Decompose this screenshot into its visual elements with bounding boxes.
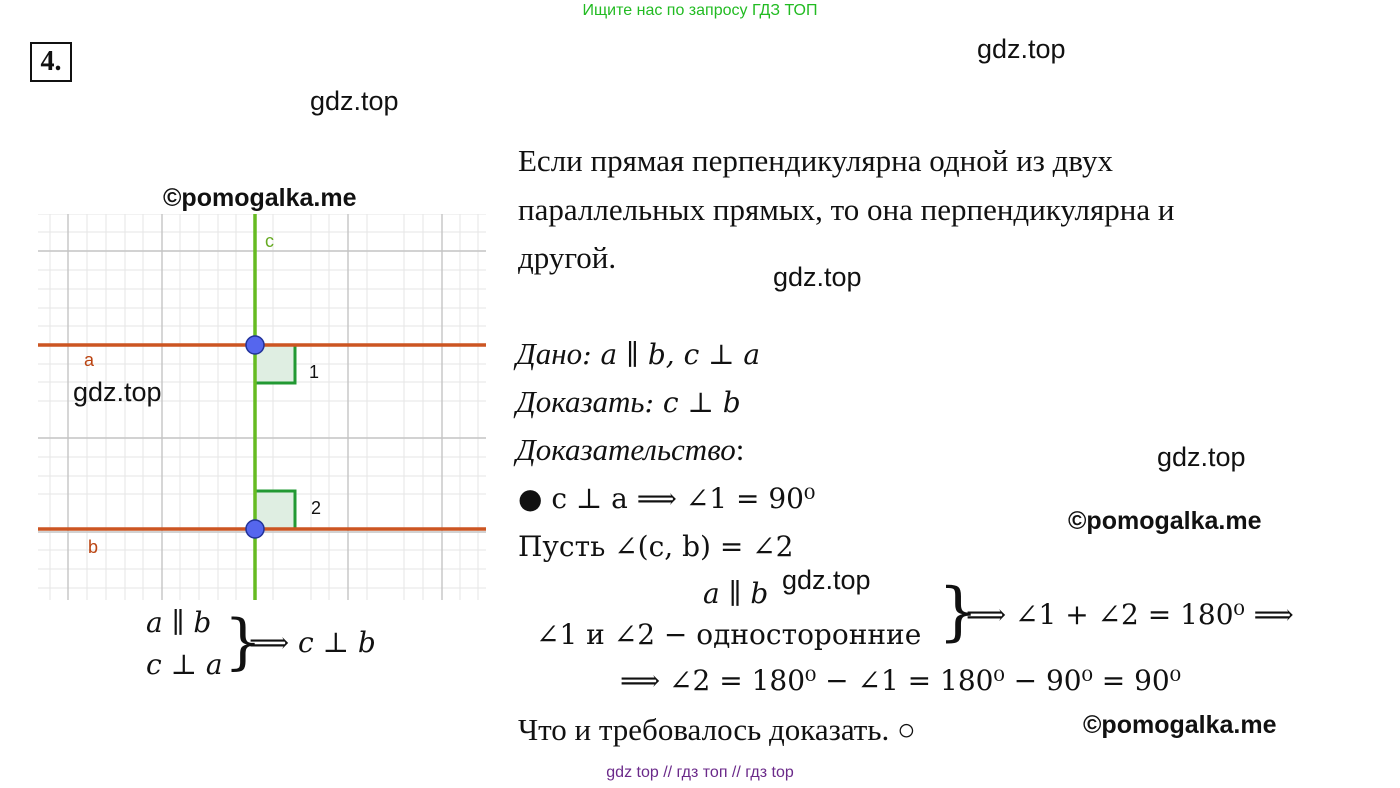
line-c-label: c <box>265 231 274 251</box>
summary-result: ⟹ c ⊥ b <box>249 626 376 659</box>
summary-line-2: c ⊥ a <box>146 648 223 681</box>
proof-colon: : <box>735 432 745 467</box>
prove-value: : c ⊥ b <box>644 386 741 419</box>
watermark-gdz-top: gdz.top <box>773 262 862 292</box>
theorem-line-1: Если прямая перпендикулярна одной из двух <box>518 143 1114 178</box>
proof-step-2: Пусть ∠(c, b) = ∠2 <box>518 530 794 563</box>
theorem-line-2: параллельных прямых, то она перпендикулярна и <box>518 192 1175 227</box>
proof-label: Доказательство <box>516 432 736 467</box>
given-value: : a ∥ b, c ⊥ a <box>582 338 761 371</box>
line-b-label: b <box>88 537 99 557</box>
watermark-gdz-top: gdz.top <box>977 34 1066 64</box>
watermark-gdz-top: gdz.top <box>782 565 871 595</box>
theorem-line-3: другой. <box>518 240 617 275</box>
angle-1-label: 1 <box>309 362 320 382</box>
prove-line <box>516 384 741 420</box>
line-a-label: a <box>84 350 95 370</box>
brace-line-1: a ∥ b <box>703 577 769 610</box>
watermark-gdz-top: gdz.top <box>310 86 399 116</box>
angle-2-label: 2 <box>311 498 322 518</box>
proof-brace: } <box>938 575 979 649</box>
prove-label: Доказать <box>516 384 645 419</box>
watermark-pomogalka: ©pomogalka.me <box>1083 711 1277 739</box>
proof-conclusion: Что и требовалось доказать. ○ <box>518 712 916 747</box>
summary-line-1: a ∥ b <box>146 606 212 639</box>
summary-brace: } <box>224 607 263 677</box>
watermark-gdz-top: gdz.top <box>1157 442 1246 472</box>
intersection-point-a <box>246 336 264 354</box>
proof-step-1: ● c ⊥ a ⟹ ∠1 = 90⁰ <box>518 482 816 515</box>
problem-number: 4. <box>30 42 72 82</box>
watermark-pomogalka: ©pomogalka.me <box>163 184 357 212</box>
brace-line-2: ∠1 и ∠2 − односторонние <box>536 618 922 651</box>
search-banner: Ищите нас по запросу ГДЗ ТОП <box>582 2 818 19</box>
watermark-gdz-top: gdz.top <box>73 377 162 407</box>
proof-step-3: ⟹ ∠2 = 180⁰ − ∠1 = 180⁰ − 90⁰ = 90⁰ <box>620 664 1181 697</box>
brace-result: ⟹ ∠1 + ∠2 = 180⁰ ⟹ <box>966 598 1294 631</box>
proof-heading <box>516 432 744 468</box>
given-label: Дано <box>516 336 583 371</box>
footer-links[interactable]: gdz top // гдз топ // гдз top <box>606 764 794 781</box>
watermark-pomogalka: ©pomogalka.me <box>1068 507 1262 535</box>
intersection-point-b <box>246 520 264 538</box>
given-line <box>516 336 760 372</box>
